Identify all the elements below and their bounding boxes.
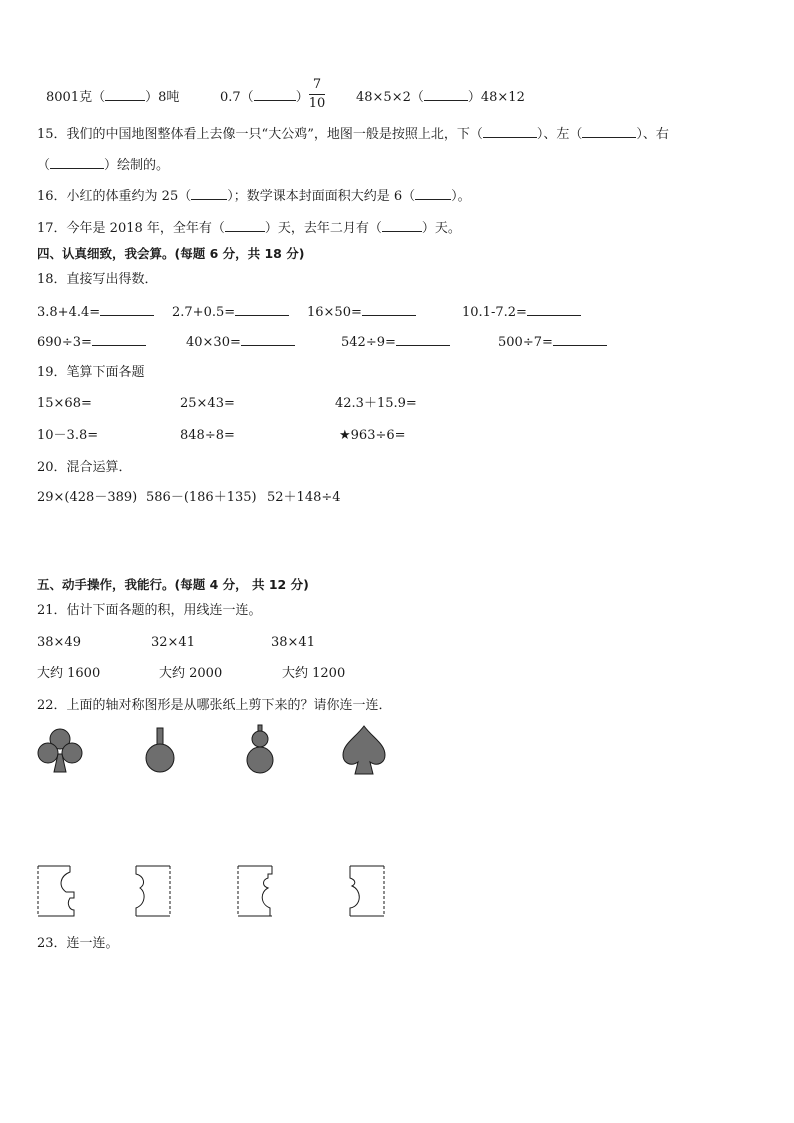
q14-a-left: 8001克（	[46, 90, 106, 105]
q15-left-text: ）、左（	[536, 127, 583, 142]
q14-b	[220, 89, 309, 106]
q18-item: 500÷7=	[498, 334, 607, 351]
gourd-bottle-icon[interactable]	[140, 726, 180, 776]
q15-blank-down[interactable]	[483, 126, 537, 138]
q14-c	[356, 89, 525, 106]
q21-product[interactable]: 32×41	[151, 635, 195, 650]
q17-right: ）天。	[421, 221, 461, 236]
q16-blank-weight[interactable]	[191, 188, 227, 200]
q17-mid: ）天，去年二月有（	[264, 221, 382, 236]
club-icon[interactable]	[36, 726, 84, 776]
fraction-bar	[309, 94, 325, 95]
q18-item: 40×30=	[186, 334, 295, 351]
q16-blank-area[interactable]	[415, 188, 451, 200]
folded-paper-c[interactable]	[236, 864, 278, 918]
q19-item: 15×68=	[37, 396, 92, 411]
section4-heading: 四、认真细致，我会算。(每题 6 分，共 18 分)	[37, 246, 305, 261]
q14-fraction	[307, 77, 327, 112]
q15-line2-end: ）绘制的。	[104, 158, 170, 173]
q15-blank-right[interactable]	[50, 157, 104, 169]
q15-line1	[37, 126, 669, 143]
q21-estimate[interactable]: 大约 1600	[37, 666, 101, 681]
folded-paper-b[interactable]	[132, 864, 174, 918]
folded-paper-a[interactable]	[36, 864, 78, 918]
calabash-icon[interactable]	[242, 724, 278, 776]
q15-right-text: ）、右	[636, 127, 669, 142]
q16-mid: ）；数学课本封面面积大约是 6（	[227, 189, 416, 204]
q19-title: 19．笔算下面各题	[37, 365, 145, 380]
q16-line	[37, 188, 471, 205]
q14-a-right: ）8吨	[145, 90, 180, 105]
q18-title: 18．直接写出得数．	[37, 272, 158, 287]
q20-item: 29×(428－389)	[37, 490, 138, 505]
q17-blank-days[interactable]	[225, 220, 265, 232]
q14-row	[46, 89, 179, 106]
q14-c-right: ）48×12	[467, 90, 525, 105]
q22-title: 22．上面的轴对称图形是从哪张纸上剪下来的？请你连一连．	[37, 698, 392, 713]
section5-heading: 五、动手操作，我能行。(每题 4 分， 共 12 分)	[37, 577, 309, 592]
answer-blank[interactable]	[92, 334, 146, 346]
q15-text: 15．我们的中国地图整体看上去像一只“大公鸡”，地图一般是按照上北，下（	[37, 127, 483, 142]
answer-blank[interactable]	[396, 334, 450, 346]
q21-estimate[interactable]: 大约 1200	[282, 666, 346, 681]
answer-blank[interactable]	[100, 304, 154, 316]
q14-a-blank[interactable]	[105, 89, 145, 101]
q21-product[interactable]: 38×49	[37, 635, 81, 650]
q23-title: 23．连一连。	[37, 936, 119, 951]
q18-item: 3.8+4.4=	[37, 304, 154, 321]
q19-item: 25×43=	[180, 396, 235, 411]
q15-line2-paren: （	[37, 158, 51, 173]
answer-blank[interactable]	[362, 304, 416, 316]
q14-b-right: ）	[295, 90, 309, 105]
q20-item: 52＋148÷4	[267, 490, 341, 505]
q21-product[interactable]: 38×41	[271, 635, 315, 650]
q18-item: 690÷3=	[37, 334, 146, 351]
q18-item: 10.1-7.2=	[462, 304, 581, 321]
q18-item: 2.7+0.5=	[172, 304, 289, 321]
q19-item: 848÷8=	[180, 428, 235, 443]
q21-estimate[interactable]: 大约 2000	[159, 666, 223, 681]
q14-b-blank[interactable]	[254, 89, 296, 101]
q15-blank-left[interactable]	[582, 126, 636, 138]
q14-b-left: 0.7（	[220, 90, 254, 105]
q15-line2	[37, 157, 169, 174]
q20-item: 586－(186＋135)	[146, 490, 257, 505]
q19-item: 10－3.8=	[37, 428, 99, 443]
q21-title: 21．估计下面各题的积，用线连一连。	[37, 603, 262, 618]
q17-blank-feb[interactable]	[382, 220, 422, 232]
q16-right: ）。	[451, 189, 471, 204]
q17-line	[37, 220, 461, 237]
answer-blank[interactable]	[553, 334, 607, 346]
answer-blank[interactable]	[241, 334, 295, 346]
answer-blank[interactable]	[235, 304, 289, 316]
folded-paper-d[interactable]	[346, 864, 388, 918]
q18-item: 542÷9=	[341, 334, 450, 351]
q20-title: 20．混合运算．	[37, 460, 132, 475]
fraction-numerator: 7	[312, 77, 322, 92]
answer-blank[interactable]	[527, 304, 581, 316]
q16-left: 16．小红的体重约为 25（	[37, 189, 192, 204]
q14-c-blank[interactable]	[424, 89, 468, 101]
q17-left: 17．今年是 2018 年，全年有（	[37, 221, 225, 236]
q14-c-left: 48×5×2（	[356, 90, 424, 105]
q19-item: ★963÷6=	[339, 428, 406, 443]
spade-icon[interactable]	[341, 724, 387, 776]
q19-item: 42.3＋15.9=	[335, 396, 417, 411]
q18-item: 16×50=	[307, 304, 416, 321]
fraction-denominator: 10	[308, 96, 326, 111]
